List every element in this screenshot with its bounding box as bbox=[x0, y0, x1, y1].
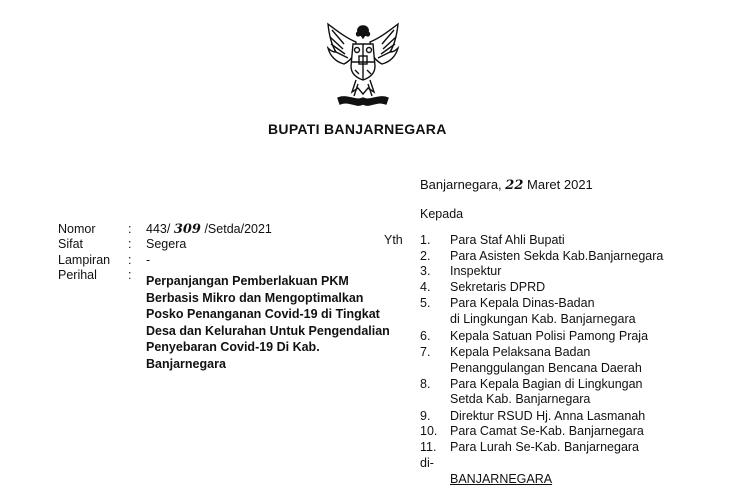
recipient-line: di Lingkungan Kab. Banjarnegara bbox=[450, 312, 636, 326]
recipient-line: Direktur RSUD Hj. Anna Lasmanah bbox=[450, 409, 646, 423]
recipient-line: Kepala Pelaksana Badan bbox=[450, 345, 591, 359]
perihal-label: Perihal bbox=[58, 268, 97, 282]
place-date bbox=[420, 177, 593, 193]
perihal-value: Perpanjangan Pemberlakuan PKM Berbasis Mikro dan Mengoptimalkan Posko Penanganan Covid-19 di Tingkat Desa dan Kelurahan Untuk Pengendalian Penyebaran Covid-19 Di Kab. Banjarnegara bbox=[146, 274, 390, 371]
recipient-number: 2. bbox=[420, 249, 431, 263]
recipient-line: Para Kepala Bagian di Lingkungan bbox=[450, 377, 643, 391]
recipient-number: 1. bbox=[420, 233, 431, 247]
sifat-label: Sifat bbox=[58, 237, 84, 251]
destination-city: BANJARNEGARA bbox=[450, 472, 553, 486]
garuda-emblem-icon bbox=[318, 20, 408, 110]
recipient-line: Penanggulangan Bencana Daerah bbox=[450, 361, 642, 375]
recipient-line: Setda Kab. Banjarnegara bbox=[450, 392, 591, 406]
nomor-colon: : bbox=[128, 222, 132, 236]
lampiran-label: Lampiran bbox=[58, 253, 111, 267]
recipient-number: 5. bbox=[420, 296, 431, 310]
recipient-number: 7. bbox=[420, 345, 431, 359]
sifat-value: Segera bbox=[146, 237, 187, 251]
nomor-value bbox=[146, 222, 272, 237]
recipient-number: 11. bbox=[420, 440, 437, 454]
recipient-line: Para Kepala Dinas-Badan bbox=[450, 296, 595, 310]
letterhead-title: BUPATI BANJARNEGARA bbox=[268, 121, 447, 137]
nomor-suffix: /Setda/2021 bbox=[204, 222, 272, 236]
di-label: di- bbox=[420, 456, 434, 470]
nomor-prefix: 443/ bbox=[146, 222, 171, 236]
nomor-label: Nomor bbox=[58, 222, 96, 236]
place: Banjarnegara, bbox=[420, 177, 502, 192]
recipient-number: 6. bbox=[420, 329, 431, 343]
handwritten-day: 22 bbox=[505, 178, 524, 193]
yth-label: Yth bbox=[384, 233, 403, 247]
month-year: Maret 2021 bbox=[527, 177, 593, 192]
recipient-line: Sekretaris DPRD bbox=[450, 280, 546, 294]
recipient-line: Para Camat Se-Kab. Banjarnegara bbox=[450, 424, 644, 438]
recipient-line: Inspektur bbox=[450, 264, 502, 278]
lampiran-colon: : bbox=[128, 253, 132, 267]
recipient-line: Para Lurah Se-Kab. Banjarnegara bbox=[450, 440, 640, 454]
recipient-number: 3. bbox=[420, 264, 431, 278]
recipient-line: Para Staf Ahli Bupati bbox=[450, 233, 565, 247]
recipient-number: 4. bbox=[420, 280, 431, 294]
kepada-label: Kepada bbox=[420, 207, 464, 221]
handwritten-number: 309 bbox=[173, 222, 201, 237]
perihal-colon: : bbox=[128, 268, 132, 282]
lampiran-value: - bbox=[146, 253, 151, 267]
sifat-colon: : bbox=[128, 237, 132, 251]
recipient-number: 8. bbox=[420, 377, 431, 391]
recipient-number: 10. bbox=[420, 424, 438, 438]
recipient-line: Kepala Satuan Polisi Pamong Praja bbox=[450, 329, 649, 343]
recipient-number: 9. bbox=[420, 409, 431, 423]
recipient-line: Para Asisten Sekda Kab.Banjarnegara bbox=[450, 249, 664, 263]
